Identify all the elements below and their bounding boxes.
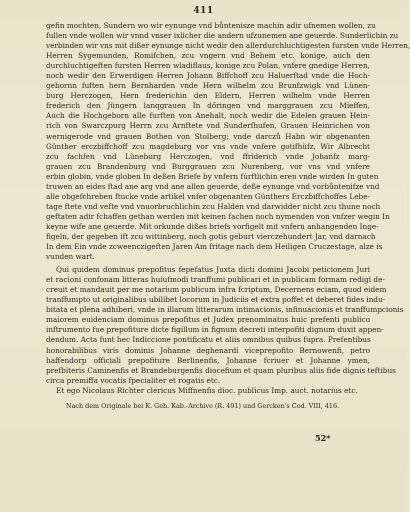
german-text-line: verbinden wir vns mit dißer eynunge nicht wedir den allerdurchluchtigesten fursten vnde Herren, xyxy=(46,41,410,51)
german-text-line: rich von Swarczpurg Herrn zcu Arnftete vnd Sunderfhufen, Grauen Heinrichen von xyxy=(46,121,370,131)
german-text-line: keyne wife ane geuerde. Mit orkunde dißes briefs vorfigelt mit vnfern anhangenden Inge- xyxy=(46,221,379,231)
german-text-line: grauen zcu Brandenburg vnd Burggrauen zcu Nurenberg, vor vns vnd vnfere xyxy=(46,161,370,171)
latin-text-line: haffendorp officiali prepofiture Berlinenfis, Johanne fcriuer et Johanne ymen, xyxy=(46,355,370,365)
german-text-line: truwen an eides ftad ane arg vnd ane allen geuerde, deße eynunge vnd vorbůntenifze vnd xyxy=(46,181,380,191)
latin-text-line: bitata et plena adhiberi, vnde in illarum litterarum intimacionis, infinuacionis et tranffumpcionis xyxy=(46,305,404,315)
latin-text-line: et racioni confonam litteras huiufmodi tranffumi publicari et in publicam formam redigi de- xyxy=(46,275,385,285)
german-text-line: zcu fachfen vnd Lüneburg Herczogen, vnd ffriderich vnde Johanfz marg- xyxy=(46,151,370,161)
notary-line: Et ego Nicolaus Richter clericus Miffnenfis dioc. publicus Imp. auct. notarius etc. xyxy=(56,385,358,395)
german-text-line: durchluchtigeften fursten Herren wladiflaus, konige zcu Polan, vnfere gnedige Herren, xyxy=(46,61,370,71)
latin-text-line: honorabilibus viris dominis Johanne deghenardi viceprepofito Bernowenfi, petro xyxy=(46,345,370,355)
german-text-line: burg Herczogen, Hern frederichin den Eldern, Herren wilhelm vnde Herren xyxy=(46,91,370,101)
german-text-line: In dem Ein vnde zcweenczigeften Jaren Am fritage nach dem Heiligen Cruczestage, alze is xyxy=(46,242,383,252)
german-text-line: gebornn fuften hern Bernharden vnde Hern wilhelm zcu Brunfzwigk vnd Lünen- xyxy=(46,81,370,91)
german-text-line: fullen vnde wollen wir vnnd vnser ixlicher die andern ufzunemen ane geuerde. Sunderlichin zu xyxy=(46,31,399,41)
german-text-line: erbin globin, vnde globen In deßen Briefe by vnfern fúrftlichin eren vnde wirden In guten xyxy=(46,171,379,181)
latin-text-line: tranffumpto ut originalibus ubilibet locorum in Judiciis et extra poffet et deberet fides indu- xyxy=(46,295,386,305)
printer-signature: 52* xyxy=(315,433,331,443)
german-text-line: frederich den Jüngern lanqgrauen In dőringen vnd marggrauen zcu Mieffen, xyxy=(46,101,370,111)
latin-text-line: maiorem euidenciam dominus prepofitus et Judex prenominatus huic prefenti publico xyxy=(46,315,370,325)
latin-text-line: prefbiteris Caminenfis et Brandeburgenfis diocefium et quam pluribus aliis fide dignis teftibus xyxy=(46,365,396,375)
german-text-line: Günther erczbiffchoff zcu magdeburg vor vns vnde vnfere gotifhüfz, Wir Albrecht xyxy=(46,141,370,151)
document-body xyxy=(46,21,410,396)
german-text-line: tage ftete vnd vefte vnd vnuorbruchlichin zcu Halden vnd darwidder nicht zcu thune noch xyxy=(46,201,381,211)
german-text-line: vunden wart. xyxy=(46,252,95,262)
german-text-line: geftaten adir fchaffen gethan werden mit keinen fachen noch nymenden von vnfzer wegin In xyxy=(46,211,390,221)
latin-text-line: creuit et mandauit per me notarium publicum infra fcriptum, Decernens eciam, quod eidem xyxy=(46,285,387,295)
latin-text-line: inftrumento fue prepofiture dicte figillum in fignum decreti interpofiti dignum duxit appen- xyxy=(46,325,384,335)
source-note: Nach dem Originale bei K. Geh. Kab.-Archive (R. 491) und Gercken's Cod. VIII, 416. xyxy=(66,402,340,410)
latin-text-line: dendum. Acta funt hec Indiccione pontificatu et aliis omnibus quibus fupra. Prefentibus xyxy=(46,335,371,345)
german-text-line: Auch die Hochgeborn alle furften von Anehalt, noch wedir die Edelen grauen Hein- xyxy=(46,111,370,121)
german-text-line: gefin mochten, Sundern wo wir eynunge vnd bůntenisze machin adir ufnemen wollen, zu xyxy=(46,21,376,30)
german-text-line: noch wedir den Erwerdigen Herren Johann Biffchoff zcu Haluerftad vnde die Hoch- xyxy=(46,71,370,81)
latin-text-line: circa premiffa vocatis fpecialiter et rogatis etc. xyxy=(46,375,221,385)
latin-text-line: Qui quidem dominus prepofitus fepefatus Juxta dicti domini Jacobi peticionem Juri xyxy=(56,265,370,275)
german-text-line: Herren Sygemunden, Romifchen, zcu vngern vnd Behem etc. konige, auch den xyxy=(46,51,370,61)
latin-paragraph xyxy=(46,265,404,386)
german-text-line: wernigerode vnd grauen Bothen von Stolberg; vnde darczů Habn wir obgenanten xyxy=(46,131,370,141)
german-text-line: alle obgefchreben ftucke vnde artikel vnfer obgenanten Günthers Erczbiffchoffes Lebe- xyxy=(46,191,370,201)
page-number: 411 xyxy=(193,6,214,16)
german-text-line: figeln, der gegeben ift zcu wittinberg, noch gotis geburt vierczehundert Jar, vnd darnach xyxy=(46,231,376,241)
german-paragraph xyxy=(46,21,410,262)
